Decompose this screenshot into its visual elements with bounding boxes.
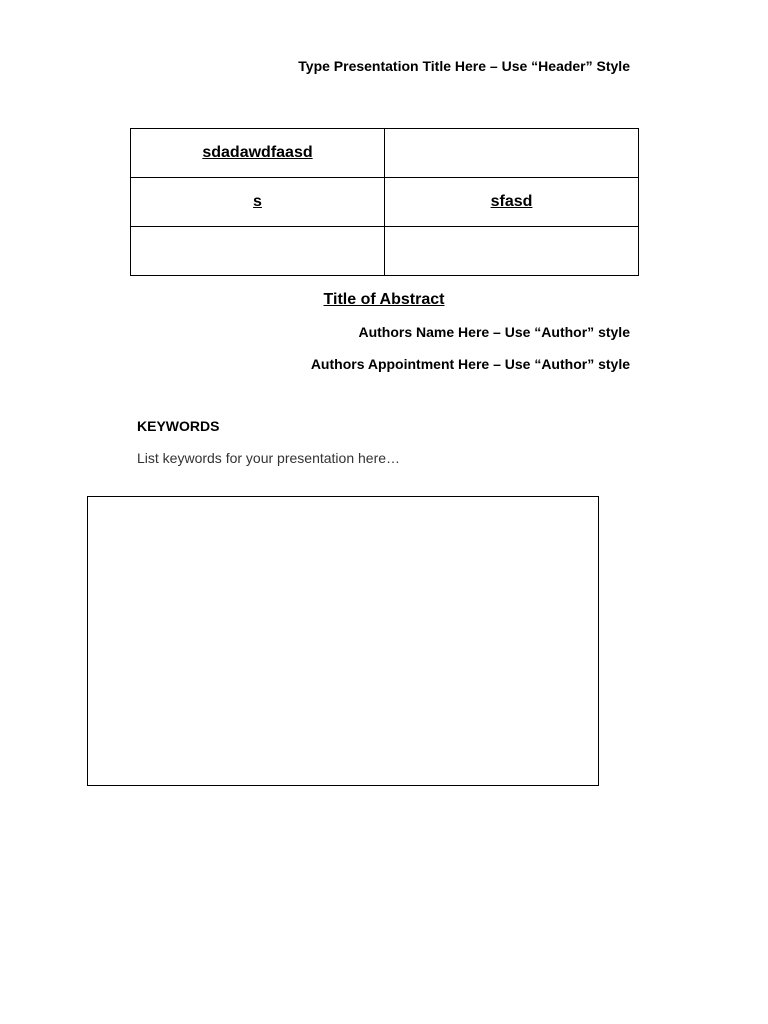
table-row: [131, 129, 639, 178]
abstract-text-box[interactable]: [87, 496, 599, 786]
presentation-title-header: Type Presentation Title Here – Use “Header” Style: [298, 58, 630, 74]
table-row: [131, 178, 639, 227]
authors-name: Authors Name Here – Use “Author” style: [358, 324, 630, 340]
table-cell[interactable]: [385, 227, 639, 276]
abstract-title: Title of Abstract: [323, 291, 445, 308]
authors-appointment: Authors Appointment Here – Use “Author” style: [310, 356, 630, 372]
table-cell[interactable]: [131, 227, 385, 276]
table-cell[interactable]: sdadawdfaasd: [131, 129, 385, 178]
keywords-text[interactable]: List keywords for your presentation here…: [137, 450, 401, 466]
table-cell[interactable]: [385, 129, 639, 178]
table-row: [131, 227, 639, 276]
table-cell[interactable]: s: [131, 178, 385, 227]
keywords-heading: KEYWORDS: [137, 418, 220, 434]
info-table: [130, 128, 639, 276]
table-cell[interactable]: sfasd: [385, 178, 639, 227]
